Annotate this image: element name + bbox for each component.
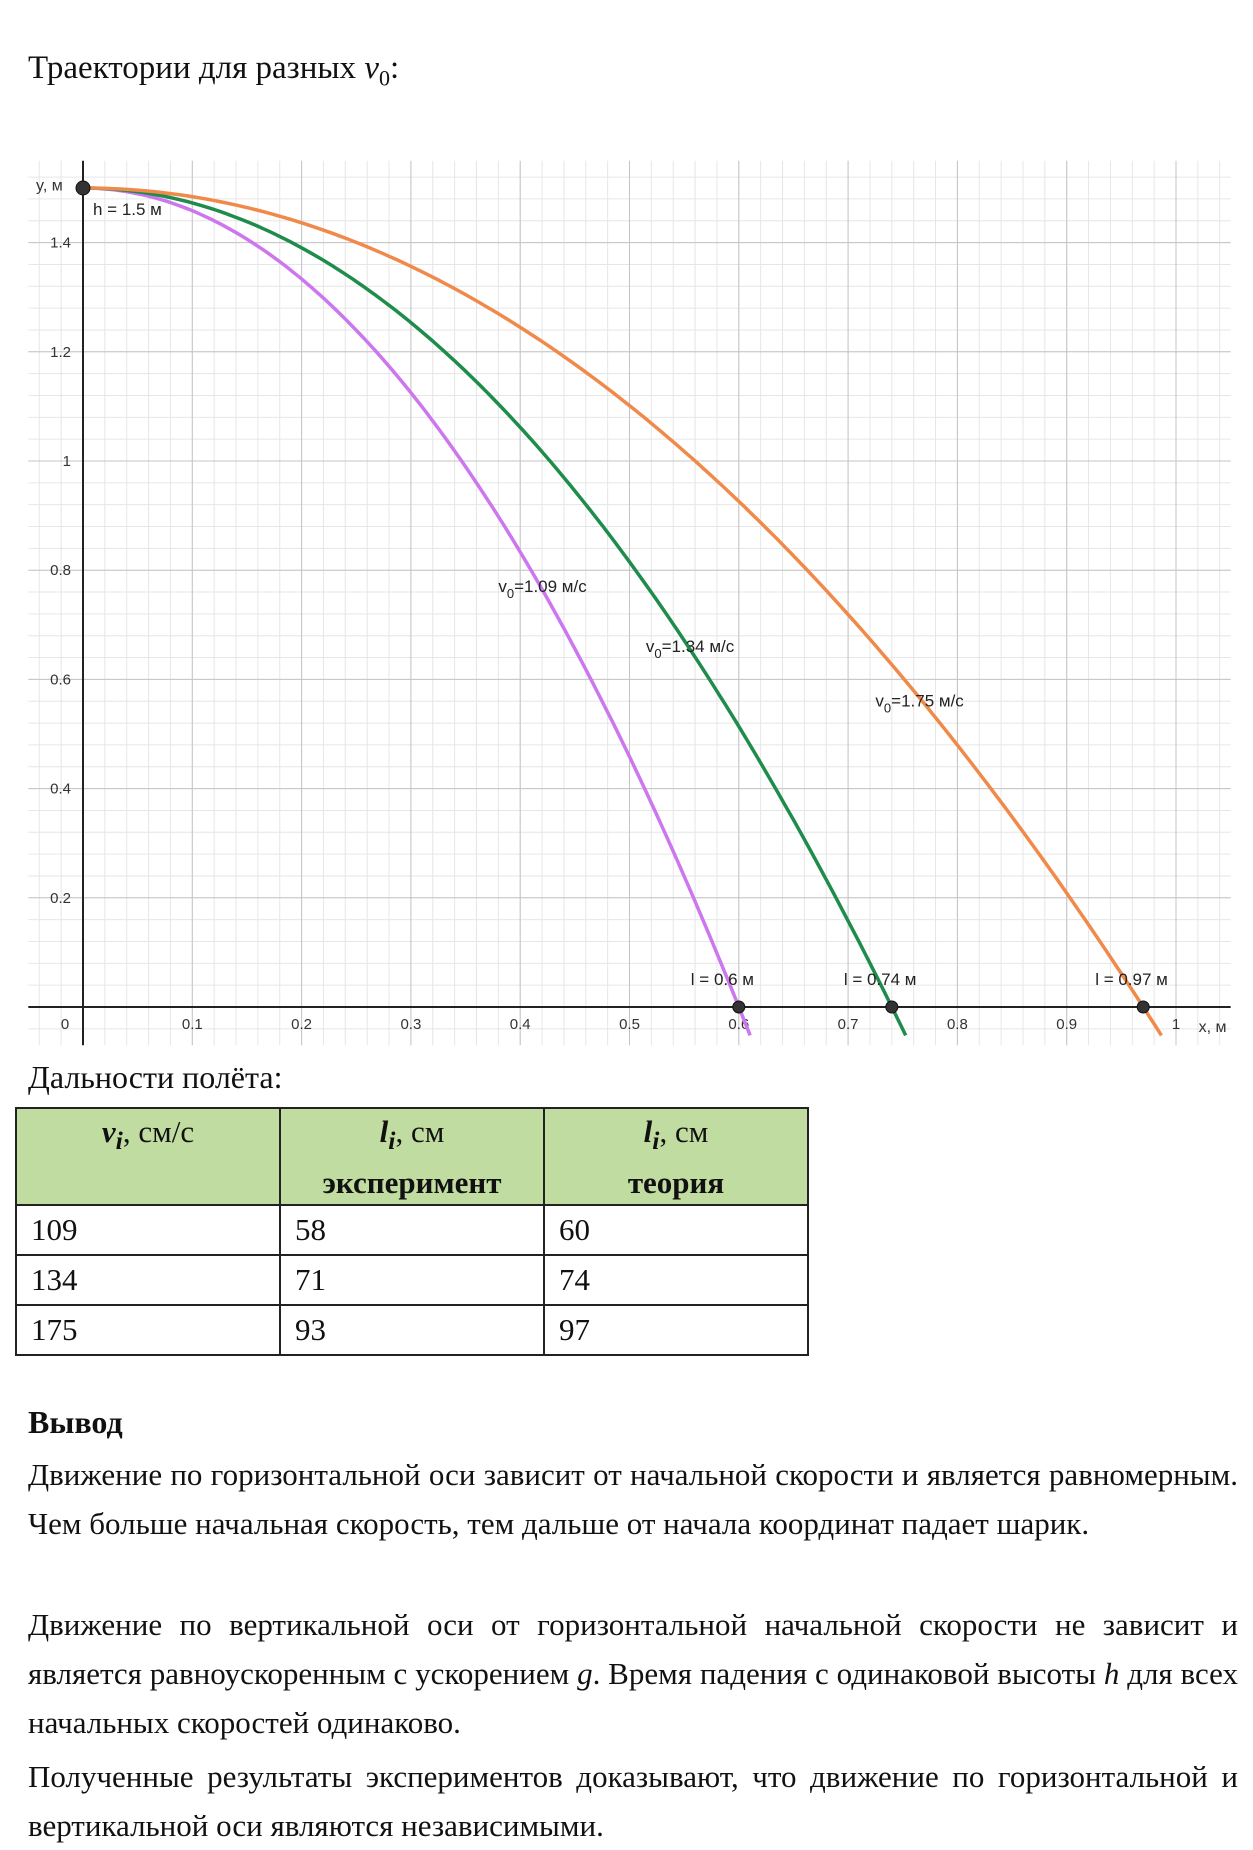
- y-tick-label: 0.8: [50, 562, 71, 580]
- landing-label: l = 0.74 м: [843, 970, 917, 989]
- table-row: [16, 1205, 808, 1255]
- x-tick-label: 0.5: [619, 1016, 640, 1033]
- trajectory-line: [83, 188, 1161, 1035]
- table-cell: 74: [544, 1255, 808, 1305]
- landing-point: [1137, 1001, 1149, 1013]
- trajectory-line: [83, 188, 750, 1035]
- table-row: [16, 1255, 808, 1305]
- heading-variable: v: [364, 50, 379, 86]
- series-label: $v_0=1.09$ м/с: [498, 577, 587, 602]
- series-label: $v_0=1.75$ м/с: [875, 691, 964, 716]
- table-cell: 93: [280, 1305, 544, 1355]
- symbol-g: g: [577, 1656, 593, 1691]
- y-tick-label: 0.6: [50, 671, 71, 689]
- table-cell: 71: [280, 1255, 544, 1305]
- y-axis-label: y, м: [36, 177, 63, 195]
- x-tick-label: 0.1: [181, 1016, 203, 1033]
- height-label: h = 1.5 м: [93, 200, 162, 219]
- x-tick-label: 0.7: [837, 1016, 859, 1033]
- x-tick-label: 0: [60, 1016, 70, 1033]
- table-cell: 60: [544, 1205, 808, 1255]
- header-range-theory: $l_i$, см теория: [544, 1108, 808, 1205]
- x-tick-label: 0.4: [509, 1016, 531, 1033]
- x-tick-label: 0.6: [728, 1016, 750, 1033]
- table-row: [16, 1305, 808, 1355]
- trajectory-chart: [0, 145, 1253, 1050]
- table-cell: 97: [544, 1305, 808, 1355]
- conclusion-paragraph-2: Движение по вертикальной оси от горизонтальной начальной скорости не зависит и является равноускоренным с ускорением g. Время падения с одинаковой высоты h для всех начальных скоростей одинаково.: [28, 1607, 1238, 1740]
- conclusion-paragraph-3: Полученные результаты экспериментов доказывают, что движение по горизонтальной и вертикальной оси являются независимыми.: [28, 1759, 1238, 1843]
- table-cell: 109: [16, 1205, 280, 1255]
- x-tick-label: 0.9: [1056, 1016, 1078, 1033]
- table-cell: 58: [280, 1205, 544, 1255]
- heading-variable-subscript: 0: [378, 65, 390, 91]
- table-cell: 175: [16, 1305, 280, 1355]
- y-tick-label: 1.2: [50, 343, 71, 361]
- page-heading: [28, 48, 399, 99]
- x-axis-label: x, м: [1198, 1019, 1227, 1036]
- x-tick-label: 0.8: [946, 1016, 968, 1033]
- landing-label: l = 0.6 м: [690, 970, 755, 989]
- ranges-table: [15, 1107, 809, 1356]
- x-tick-label: 0.2: [291, 1016, 313, 1033]
- series-label: $v_0=1.34$ м/с: [645, 637, 735, 662]
- heading-colon: :: [389, 50, 400, 86]
- header-range-experiment: $l_i$, см эксперимент: [280, 1108, 544, 1205]
- conclusion-title: Вывод: [28, 1404, 123, 1440]
- heading-text: Траектории для разных: [28, 50, 365, 86]
- start-point: [76, 181, 90, 195]
- y-tick-label: 1: [62, 453, 71, 470]
- y-tick-label: 0.4: [50, 780, 71, 798]
- table-header-row: [16, 1108, 808, 1205]
- y-tick-label: 1.4: [50, 234, 71, 252]
- header-velocity: $v_i$, см/с: [16, 1108, 280, 1205]
- table-cell: 134: [16, 1255, 280, 1305]
- landing-point: [733, 1001, 745, 1013]
- conclusion-paragraph-1: Движение по горизонтальной оси зависит от начальной скорости и является равномерным. Чем больше начальная скорость, тем дальше от начала координат падает шарик.: [28, 1457, 1238, 1541]
- x-tick-label: 1: [1171, 1016, 1181, 1033]
- x-tick-label: 0.3: [400, 1016, 422, 1033]
- landing-point: [886, 1001, 898, 1013]
- landing-label: l = 0.97 м: [1095, 970, 1168, 989]
- y-tick-label: 0.2: [50, 889, 71, 907]
- ranges-title: Дальности полёта:: [28, 1059, 283, 1095]
- symbol-h: h: [1103, 1656, 1120, 1691]
